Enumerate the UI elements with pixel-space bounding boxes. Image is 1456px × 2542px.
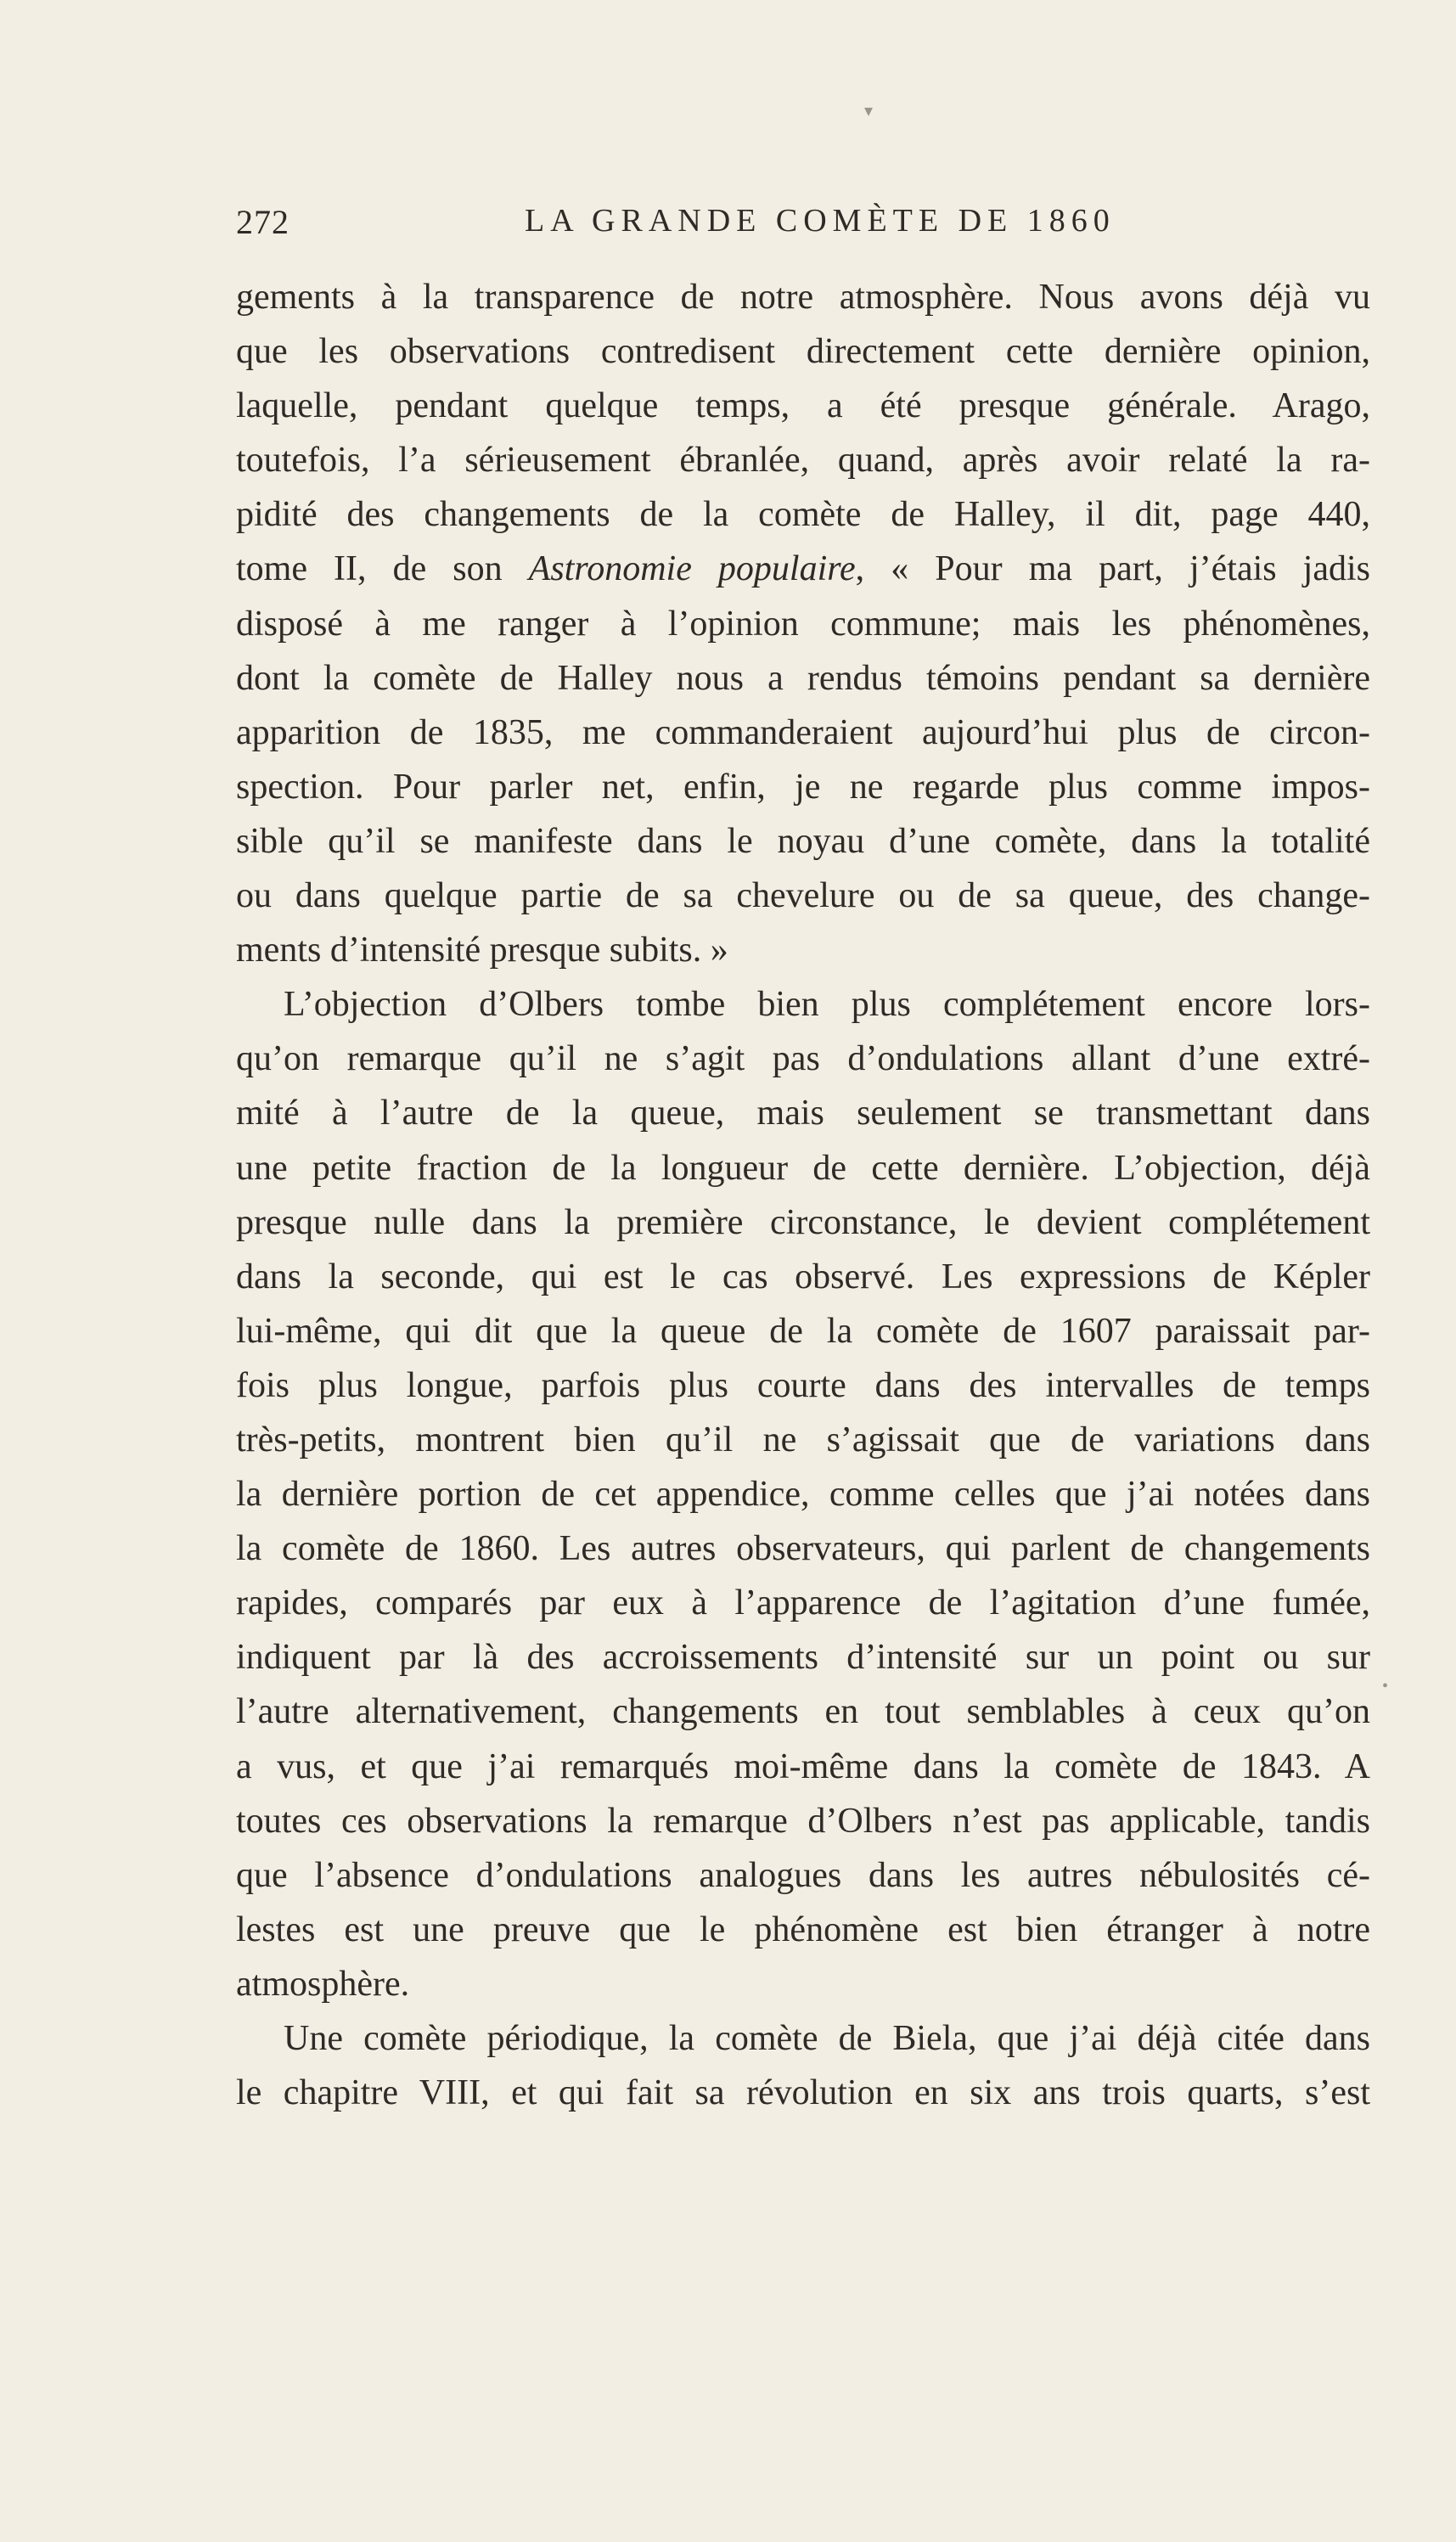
text-line: apparition de 1835, me commanderaient aujourd’hui plus de circon- bbox=[236, 712, 1370, 752]
text-line: Une comète périodique, la comète de Biela, que j’ai déjà citée dans bbox=[284, 2019, 1370, 2058]
text-line: atmosphère. bbox=[236, 1964, 410, 2004]
body-text bbox=[236, 270, 1370, 2120]
text-line: indiquent par là des accroissements d’intensité sur un point ou sur bbox=[236, 1638, 1370, 1678]
text-line: ou dans quelque partie de sa chevelure ou de sa queue, des change- bbox=[236, 876, 1370, 916]
text-line: presque nulle dans la première circonstance, le devient complétement bbox=[236, 1202, 1370, 1242]
text-line: ments d’intensité presque subits. » bbox=[236, 931, 728, 970]
text-line: la dernière portion de cet appendice, comme celles que j’ai notées dans bbox=[236, 1475, 1370, 1515]
text-line: toutes ces observations la remarque d’Olbers n’est pas applicable, tandis bbox=[236, 1801, 1370, 1841]
text-line: très-petits, montrent bien qu’il ne s’agissait que de variations dans bbox=[236, 1420, 1370, 1459]
paragraph bbox=[236, 270, 1370, 977]
text-line: rapides, comparés par eux à l’apparence de l’agitation d’une fumée, bbox=[236, 1583, 1370, 1623]
text-fragment: tome II, de son bbox=[236, 549, 503, 589]
text-line: dont la comète de Halley nous a rendus témoins pendant sa dernière bbox=[236, 658, 1370, 698]
text-line: L’objection d’Olbers tombe bien plus complétement encore lors- bbox=[284, 985, 1370, 1025]
book-title-emphasis: Astronomie populaire bbox=[528, 549, 856, 589]
text-line: gements à la transparence de notre atmosphère. Nous avons déjà vu bbox=[236, 278, 1370, 317]
text-line: disposé à me ranger à l’opinion commune; mais les phénomènes, bbox=[236, 604, 1370, 644]
print-speck: • bbox=[1382, 1677, 1389, 1696]
text-line: a vus, et que j’ai remarqués moi-même dans la comète de 1843. A bbox=[236, 1746, 1370, 1786]
text-line-with-title bbox=[236, 542, 1370, 596]
text-line: toutefois, l’a sérieusement ébranlée, quand, après avoir relaté la ra- bbox=[236, 441, 1370, 481]
text-line: dans la seconde, qui est le cas observé. Les expressions de Képler bbox=[236, 1257, 1370, 1296]
text-line: l’autre alternativement, changements en tout semblables à ceux qu’on bbox=[236, 1692, 1370, 1732]
paragraph bbox=[236, 977, 1370, 2011]
text-line: lestes est une preuve que le phénomène est bien étranger à notre bbox=[236, 1909, 1370, 1949]
text-line: le chapitre VIII, et qui fait sa révolution en six ans trois quarts, s’est bbox=[236, 2073, 1370, 2113]
text-line: une petite fraction de la longueur de cette dernière. L’objection, déjà bbox=[236, 1148, 1370, 1188]
page-number: 272 bbox=[236, 203, 290, 241]
text-line: pidité des changements de la comète de Halley, il dit, page 440, bbox=[236, 495, 1370, 535]
text-line: que l’absence d’ondulations analogues dans les autres nébulosités cé- bbox=[236, 1855, 1370, 1895]
print-speck: ▾ bbox=[864, 102, 874, 121]
text-line: lui-même, qui dit que la queue de la comète de 1607 paraissait par- bbox=[236, 1311, 1370, 1351]
running-title: LA GRANDE COMÈTE DE 1860 bbox=[525, 203, 1116, 239]
page-header bbox=[236, 202, 1370, 245]
text-fragment: , « Pour ma part, j’étais jadis bbox=[855, 549, 1370, 589]
text-line: qu’on remarque qu’il ne s’agit pas d’ondulations allant d’une extré- bbox=[236, 1039, 1370, 1079]
text-line: la comète de 1860. Les autres observateurs, qui parlent de changements bbox=[236, 1529, 1370, 1569]
text-line: mité à l’autre de la queue, mais seulement se transmettant dans bbox=[236, 1094, 1370, 1133]
text-line: que les observations contredisent directement cette dernière opinion, bbox=[236, 332, 1370, 372]
paragraph bbox=[236, 2011, 1370, 2120]
text-line: laquelle, pendant quelque temps, a été presque générale. Arago, bbox=[236, 386, 1370, 426]
text-line: sible qu’il se manifeste dans le noyau d’une comète, dans la totalité bbox=[236, 821, 1370, 861]
text-line: fois plus longue, parfois plus courte dans des intervalles de temps bbox=[236, 1365, 1370, 1405]
text-line: spection. Pour parler net, enfin, je ne regarde plus comme impos- bbox=[236, 767, 1370, 807]
